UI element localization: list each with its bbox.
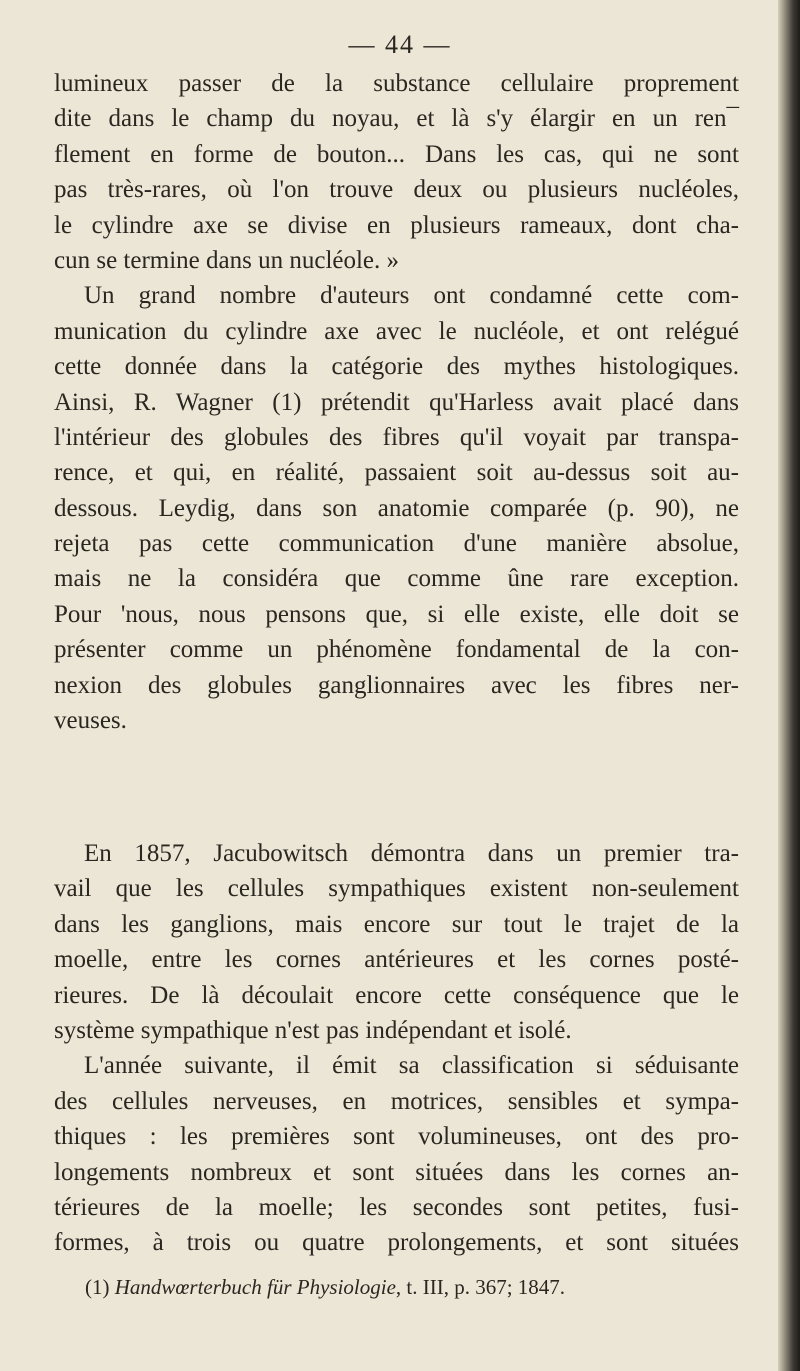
footnote <box>85 1275 565 1300</box>
text-line: En 1857, Jacubowitsch démontra dans un premier tra- <box>84 840 739 867</box>
text-line: rence, et qui, en réalité, passaient soit au-dessus soit au- <box>54 459 739 487</box>
text-line: térieures de la moelle; les secondes sont petites, fusi- <box>54 1193 739 1221</box>
text-line: lumineux passer de la substance cellulaire proprement <box>54 70 739 97</box>
footnote-reference: , t. III, p. 367; 1847. <box>395 1275 566 1299</box>
text-line: rieures. De là découlait encore cette conséquence que le <box>54 981 739 1009</box>
text-line: Un grand nombre d'auteurs ont condamné cette com- <box>84 282 739 310</box>
text-line: mais ne la considéra que comme ûne rare exception. <box>54 565 739 593</box>
text-line: Pour 'nous, nous pensons que, si elle existe, elle doit se <box>54 600 739 628</box>
text-line: vail que les cellules sympathiques existent non-seulement <box>54 875 739 903</box>
text-line: système sympathique n'est pas indépendant et isolé. <box>54 1016 572 1044</box>
text-line: munication du cylindre axe avec le nucléole, et ont relégué <box>54 317 739 345</box>
text-line: rejeta pas cette communication d'une manière absolue, <box>54 530 739 558</box>
text-line: veuses. <box>54 707 127 735</box>
text-line: thiques : les premières sont volumineuses, ont des pro- <box>54 1123 739 1151</box>
text-line: dans les ganglions, mais encore sur tout le trajet de la <box>54 910 739 938</box>
footnote-marker: (1) <box>85 1275 115 1299</box>
text-line: cun se termine dans un nucléole. » <box>54 246 400 274</box>
text-line: longements nombreux et sont situées dans les cornes an- <box>54 1158 739 1186</box>
text-line: cette donnée dans la catégorie des mythes histologiques. <box>54 353 739 381</box>
text-line: flement en forme de bouton... Dans les cas, qui ne sont <box>54 140 739 168</box>
text-line: formes, à trois ou quatre prolongements, et sont situées <box>54 1229 739 1257</box>
text-line: des cellules nerveuses, en motrices, sensibles et sympa- <box>54 1087 739 1115</box>
footnote-title: Handwœrterbuch für Physiologie <box>114 1275 396 1299</box>
text-line: pas très-rares, où l'on trouve deux ou plusieurs nucléoles, <box>54 176 739 204</box>
text-line: présenter comme un phénomène fondamental de la con- <box>54 636 739 664</box>
text-line: moelle, entre les cornes antérieures et les cornes posté- <box>54 946 739 974</box>
text-line: L'année suivante, il émit sa classification si séduisante <box>84 1052 739 1080</box>
paragraph-1 <box>54 66 739 738</box>
text-line: le cylindre axe se divise en plusieurs rameaux, dont cha- <box>54 211 739 239</box>
text-line: dessous. Leydig, dans son anatomie comparée (p. 90), ne <box>54 494 739 522</box>
text-line: Ainsi, R. Wagner (1) prétendit qu'Harless avait placé dans <box>54 388 739 416</box>
text-line: nexion des globules ganglionnaires avec les fibres ner- <box>54 671 739 699</box>
page-number: — 44 — <box>348 30 452 59</box>
text-line: dite dans le champ du noyau, et là s'y élargir en un ren¯ <box>54 105 739 133</box>
page-binding-edge <box>778 0 800 1371</box>
text-line: l'intérieur des globules des fibres qu'il voyait par transpa- <box>54 423 739 451</box>
paragraph-2 <box>54 836 739 1261</box>
